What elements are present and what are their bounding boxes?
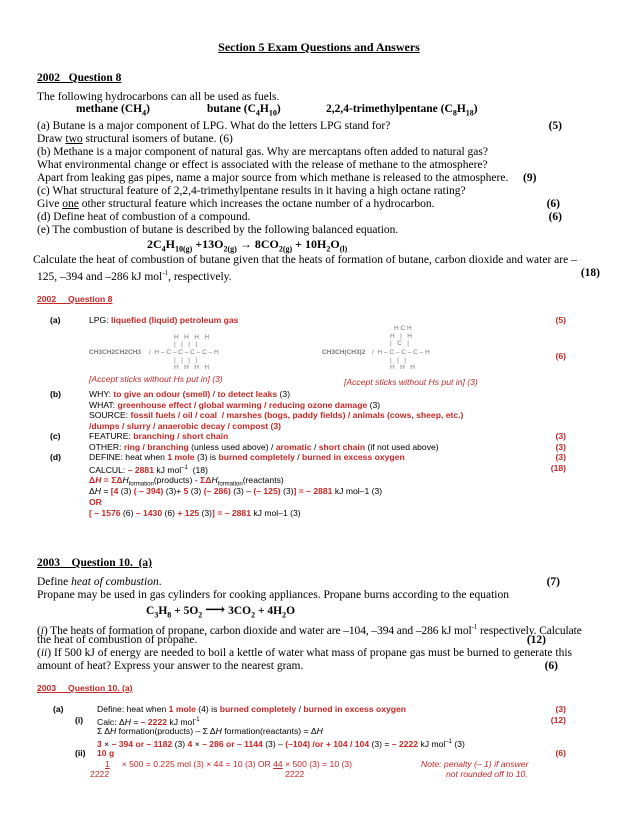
answer-2002-d4: ΔH = [4 (3) ( – 394) (3)+ 5 (3) (– 286) (3) – (– 125) (3)] = – 2881 kJ mol–1 (3) [89, 486, 383, 496]
answer-2002-d6: [ – 1576 (6) – 1430 (6) + 125 (3)] = – 2881 kJ mol–1 (3) [89, 508, 301, 518]
accept-note-1: [Accept sticks without Hs put in] (3) [89, 374, 223, 384]
question-2002-b3: Apart from leaking gas pipes, name a major source from which methane is released to the atmosphere. [37, 172, 509, 184]
answer-2002-b4: /dumps / slurry / anaerobic decay / compost (3) [89, 421, 281, 431]
question-2002-d: (d) Define heat of combustion of a compound. [37, 211, 251, 223]
page-title: Section 5 Exam Questions and Answers [218, 40, 420, 54]
answer-2002-a: LPG: liquefied (liquid) petroleum gas [89, 315, 239, 325]
question-2003-i1: (i) The heats of formation of propane, carbon dioxide and water are –104, –394 and –286 kJ mol$^{-1}$ respectively. Calculate [37, 623, 582, 637]
answer-2002-c1: FEATURE: branching / short chain [89, 431, 229, 441]
question-2002-heading: 2002 Question 8 [37, 72, 122, 84]
marks: (3) [555, 704, 566, 714]
question-2003-i2: the heat of combustion of propane. [37, 634, 198, 646]
marks: (12) [526, 634, 546, 646]
marks: (6) [544, 660, 558, 672]
answer-label: (b) [50, 389, 61, 399]
answer-2003-i3: 3 × – 394 or – 1182 (3) 4 × – 286 or – 1144 (3) – (–104) /or + 104 / 104 (3) = – 2222 kJ mol$^{-1}$ (3) [97, 738, 465, 749]
marks: (12) [550, 715, 566, 725]
marks: (18) [550, 463, 566, 473]
question-2003-define: Define heat of combustion. [37, 576, 162, 588]
question-2002-e2: Calculate the heat of combustion of butane given that the heats of formation of butane, carbon dioxide and water are – [33, 254, 577, 266]
marks: (3) [555, 431, 566, 441]
question-2003-ii2: amount of heat? Express your answer to the nearest gram. [37, 660, 304, 672]
question-2002-c2: Give one other structural feature which increases the octane number of a hydrocarbon. [37, 198, 435, 210]
question-2002-b: (b) Methane is a major component of natural gas. Why are mercaptans often added to natural gas? [37, 146, 488, 158]
marks: (5) [548, 120, 562, 132]
answer-2003-i1: Calc: ΔH = – 2222 kJ mol$^{-1}$ [97, 716, 200, 727]
question-2003-heading: 2003 Question 10. (a) [37, 557, 152, 569]
marks: (6) [548, 211, 562, 223]
answer-2002-or: OR [89, 497, 102, 507]
butane-combustion-equation: $2C_4H_{10(g)} +13O_{2(g)} \to 8CO_{2(g)} + 10H_2O_{(l)}$ [147, 237, 348, 254]
answer-2003-i2: Σ ΔH formation(products) – Σ ΔH formation(reactants) = ΔH [97, 726, 323, 736]
question-2002-b2: What environmental change or effect is associated with the release of methane to the atmosphere? [37, 159, 488, 171]
note-penalty-2: not rounded off to 10. [446, 769, 528, 779]
answer-label: (a) [50, 315, 61, 325]
question-2002-intro: The following hydrocarbons can all be used as fuels. [37, 91, 280, 103]
isomer1-formula: CH3CH2CH2CH3 [89, 349, 142, 356]
question-2002-e3: 125, –394 and –286 kJ mol$^{-1}$, respectively. [37, 269, 232, 283]
answer-2003-a1: Define: heat when 1 mole (4) is burned completely / burned in excess oxygen [97, 704, 407, 714]
answer-label: (a) [53, 704, 64, 714]
answer-2002-heading: 2002 Question 8 [37, 294, 113, 304]
answer-label: (i) [75, 715, 84, 725]
accept-note-2: [Accept sticks without Hs put in] (3) [344, 377, 478, 387]
answer-2002-b1: WHY: to give an odour (smell) / to detect leaks (3) [89, 389, 291, 399]
answer-2003-ii2: 1 × 500 = 0.225 mol (3) × 44 = 10 (3) OR 44 × 500 (3) = 10 (3) [105, 759, 352, 769]
marks: (7) [546, 576, 560, 588]
answer-label: (ii) [75, 748, 86, 758]
isomer2-formula: CH3CH(CH3)2 [322, 349, 366, 356]
answer-2002-d3: $\Delta H = \Sigma\Delta H_{formation}(products)$ - $\Sigma\Delta H_{formation}(reactants)$ [89, 475, 284, 488]
answer-label: (d) [50, 452, 61, 462]
hydrocarbon-methane: methane $(CH_4)$ [76, 103, 150, 118]
marks: (18) [580, 267, 600, 279]
isomer-butane-structure: H H H H | | | | CH3CH2CH2CH3 / H – C – C – C – C – H | | | | H H H H [89, 334, 219, 371]
propane-combustion-equation: $C_3H_8 + 5O_2$ ⟶ $3CO_2 + 4H_2O$ [146, 603, 296, 620]
marks: (9) [523, 172, 537, 184]
answer-2002-c2: OTHER: ring / branching (unless used above) / aromatic / short chain (if not used above) [89, 442, 439, 452]
isomer-methylpropane-structure: H C H H | H | C | CH3CH(CH3)2 / H – C – C – C – H | | | H H H [322, 325, 430, 371]
marks: (3) [555, 442, 566, 452]
question-2002-e: (e) The combustion of butane is described by the following balanced equation. [37, 224, 399, 236]
answer-2002-b2: WHAT: greenhouse effect / global warming / reducing ozone damage (3) [89, 400, 381, 410]
answer-2003-ii1: 10 g [97, 748, 115, 758]
question-2003-p1: Propane may be used in gas cylinders for cooking appliances. Propane burns according to the equation [37, 589, 510, 601]
answer-2002-d2: CALCUL: – 2881 kJ mol$^{-1}$ (18) [89, 464, 208, 475]
marks: (6) [555, 748, 566, 758]
hydrocarbon-butane: butane $(C_4H_{10})$ [207, 103, 281, 118]
answer-2003-ii3: 2222 2222 [90, 769, 305, 779]
hydrocarbon-isooctane: 2,2,4-trimethylpentane $(C_8H_{18})$ [326, 103, 478, 118]
question-2003-ii1: (ii) If 500 kJ of energy are needed to boil a kettle of water what mass of propane gas must be burned to generate this [37, 647, 573, 659]
answer-2003-heading: 2003 Question 10. (a) [37, 683, 133, 693]
answer-label: (c) [50, 431, 61, 441]
answer-2002-d1: DEFINE: heat when 1 mole (3) is burned completely / burned in excess oxygen [89, 452, 405, 462]
marks: (5) [555, 315, 566, 325]
question-2002-a2: Draw two structural isomers of butane. (6) [37, 133, 233, 145]
question-2002-c: (c) What structural feature of 2,2,4-trimethylpentane results in it having a high octane rating? [37, 185, 466, 197]
marks: (3) [555, 452, 566, 462]
marks: (6) [555, 351, 566, 361]
marks: (6) [546, 198, 560, 210]
question-2002-a: (a) Butane is a major component of LPG. What do the letters LPG stand for? [37, 120, 391, 132]
note-penalty-1: Note: penalty (– 1) if answer [421, 759, 529, 769]
answer-2002-b3: SOURCE: fossil fuels / oil / coal / marshes (bogs, paddy fields) / animals (cows, sheep, etc.) [89, 410, 464, 420]
